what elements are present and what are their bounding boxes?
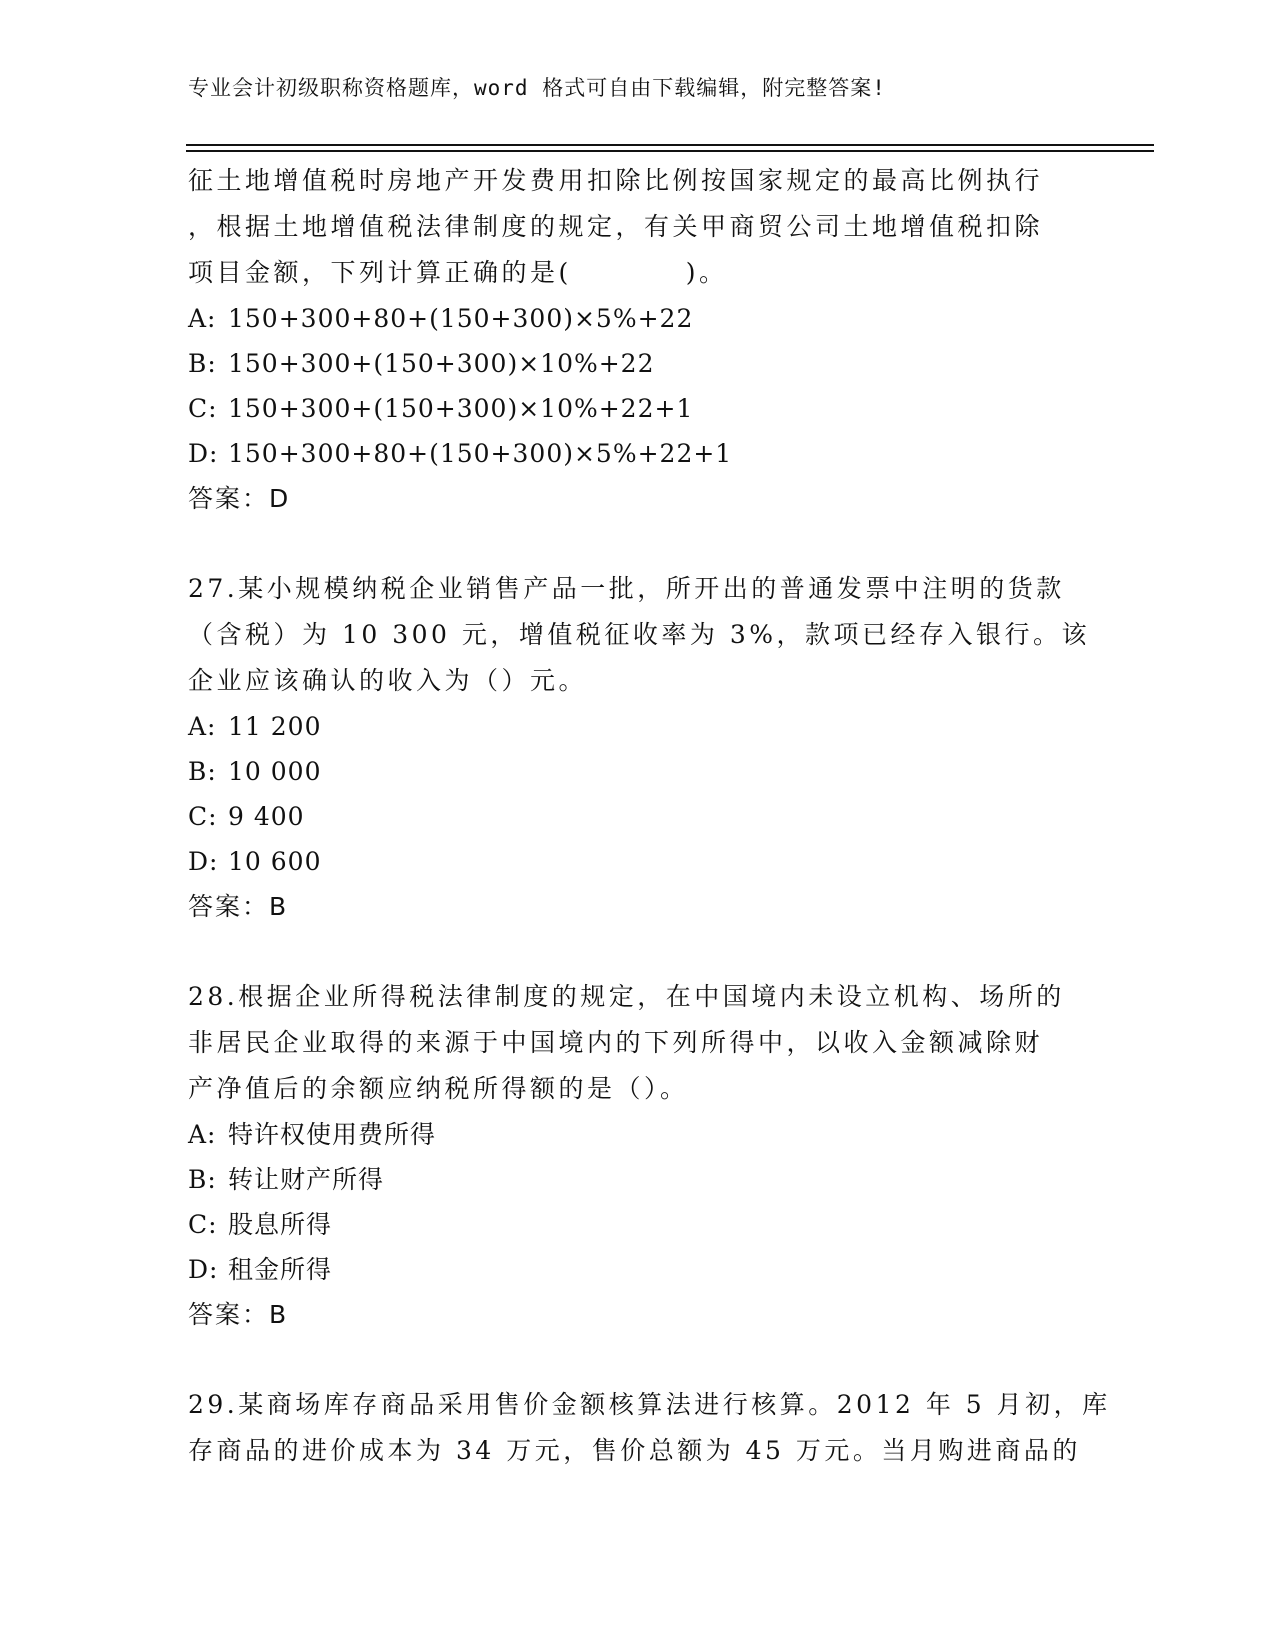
option-key: D: xyxy=(188,439,219,468)
option-text: 特许权使用费所得 xyxy=(228,1120,437,1149)
option-d xyxy=(188,839,1088,884)
option-a xyxy=(188,704,1088,749)
option-c xyxy=(188,386,1088,431)
question-line: 29.某商场库存商品采用售价金额核算法进行核算。2012 年 5 月初，库 xyxy=(188,1390,1111,1419)
question-line: 企业应该确认的收入为（）元。 xyxy=(188,666,588,695)
question-29 xyxy=(188,1382,1111,1474)
question-line: ，根据土地增值税法律制度的规定，有关甲商贸公司土地增值税扣除 xyxy=(188,212,1044,241)
question-line: （含税）为 10 300 元，增值税征收率为 3%，款项已经存入银行。该 xyxy=(188,620,1090,649)
header-rule xyxy=(186,144,1154,146)
option-c xyxy=(188,794,1088,839)
option-text: 150+300+80+(150+300)×5%+22+1 xyxy=(228,439,733,468)
option-key: B: xyxy=(188,757,217,786)
option-b xyxy=(188,341,1088,386)
answer: 答案：D xyxy=(188,484,291,513)
question-line: 征土地增值税时房地产开发费用扣除比例按国家规定的最高比例执行 xyxy=(188,166,1044,195)
option-key: A: xyxy=(188,712,217,741)
question-28 xyxy=(188,974,1088,1338)
answer: 答案：B xyxy=(188,892,289,921)
option-b xyxy=(188,1157,1088,1202)
question-line: 28.根据企业所得税法律制度的规定，在中国境内未设立机构、场所的 xyxy=(188,982,1065,1011)
option-key: C: xyxy=(188,802,218,831)
question-line: 27.某小规模纳税企业销售产品一批，所开出的普通发票中注明的货款 xyxy=(188,574,1065,603)
option-a xyxy=(188,296,1088,341)
option-key: B: xyxy=(188,1165,217,1194)
option-text: 股息所得 xyxy=(228,1210,333,1239)
option-text: 9 400 xyxy=(228,802,305,831)
option-a xyxy=(188,1112,1088,1157)
question-line: 非居民企业取得的来源于中国境内的下列所得中，以收入金额减除财 xyxy=(188,1028,1044,1057)
option-text: 10 600 xyxy=(228,847,322,876)
option-text: 10 000 xyxy=(228,757,322,786)
option-text: 租金所得 xyxy=(228,1255,333,1284)
question-26 xyxy=(188,158,1088,522)
option-b xyxy=(188,749,1088,794)
answer: 答案：B xyxy=(188,1300,289,1329)
option-key: D: xyxy=(188,847,219,876)
question-line: 存商品的进价成本为 34 万元，售价总额为 45 万元。当月购进商品的 xyxy=(188,1436,1081,1465)
option-text: 转让财产所得 xyxy=(228,1165,385,1194)
option-c xyxy=(188,1202,1088,1247)
option-key: A: xyxy=(188,1120,217,1149)
option-d xyxy=(188,1247,1088,1292)
header-rule xyxy=(186,150,1154,152)
question-content xyxy=(188,158,1111,1474)
option-text: 150+300+80+(150+300)×5%+22 xyxy=(228,304,694,333)
option-key: A: xyxy=(188,304,217,333)
option-text: 150+300+(150+300)×10%+22+1 xyxy=(228,394,694,423)
question-27 xyxy=(188,566,1088,930)
header-note: 专业会计初级职称资格题库，word 格式可自由下载编辑，附完整答案! xyxy=(188,76,886,100)
question-line: 产净值后的余额应纳税所得额的是（）。 xyxy=(188,1074,689,1103)
option-key: C: xyxy=(188,1210,218,1239)
option-key: C: xyxy=(188,394,218,423)
option-text: 11 200 xyxy=(228,712,322,741)
option-key: B: xyxy=(188,349,217,378)
option-text: 150+300+(150+300)×10%+22 xyxy=(228,349,655,378)
option-key: D: xyxy=(188,1255,219,1284)
question-line: 项目金额，下列计算正确的是( )。 xyxy=(188,258,728,287)
option-d xyxy=(188,431,1088,476)
